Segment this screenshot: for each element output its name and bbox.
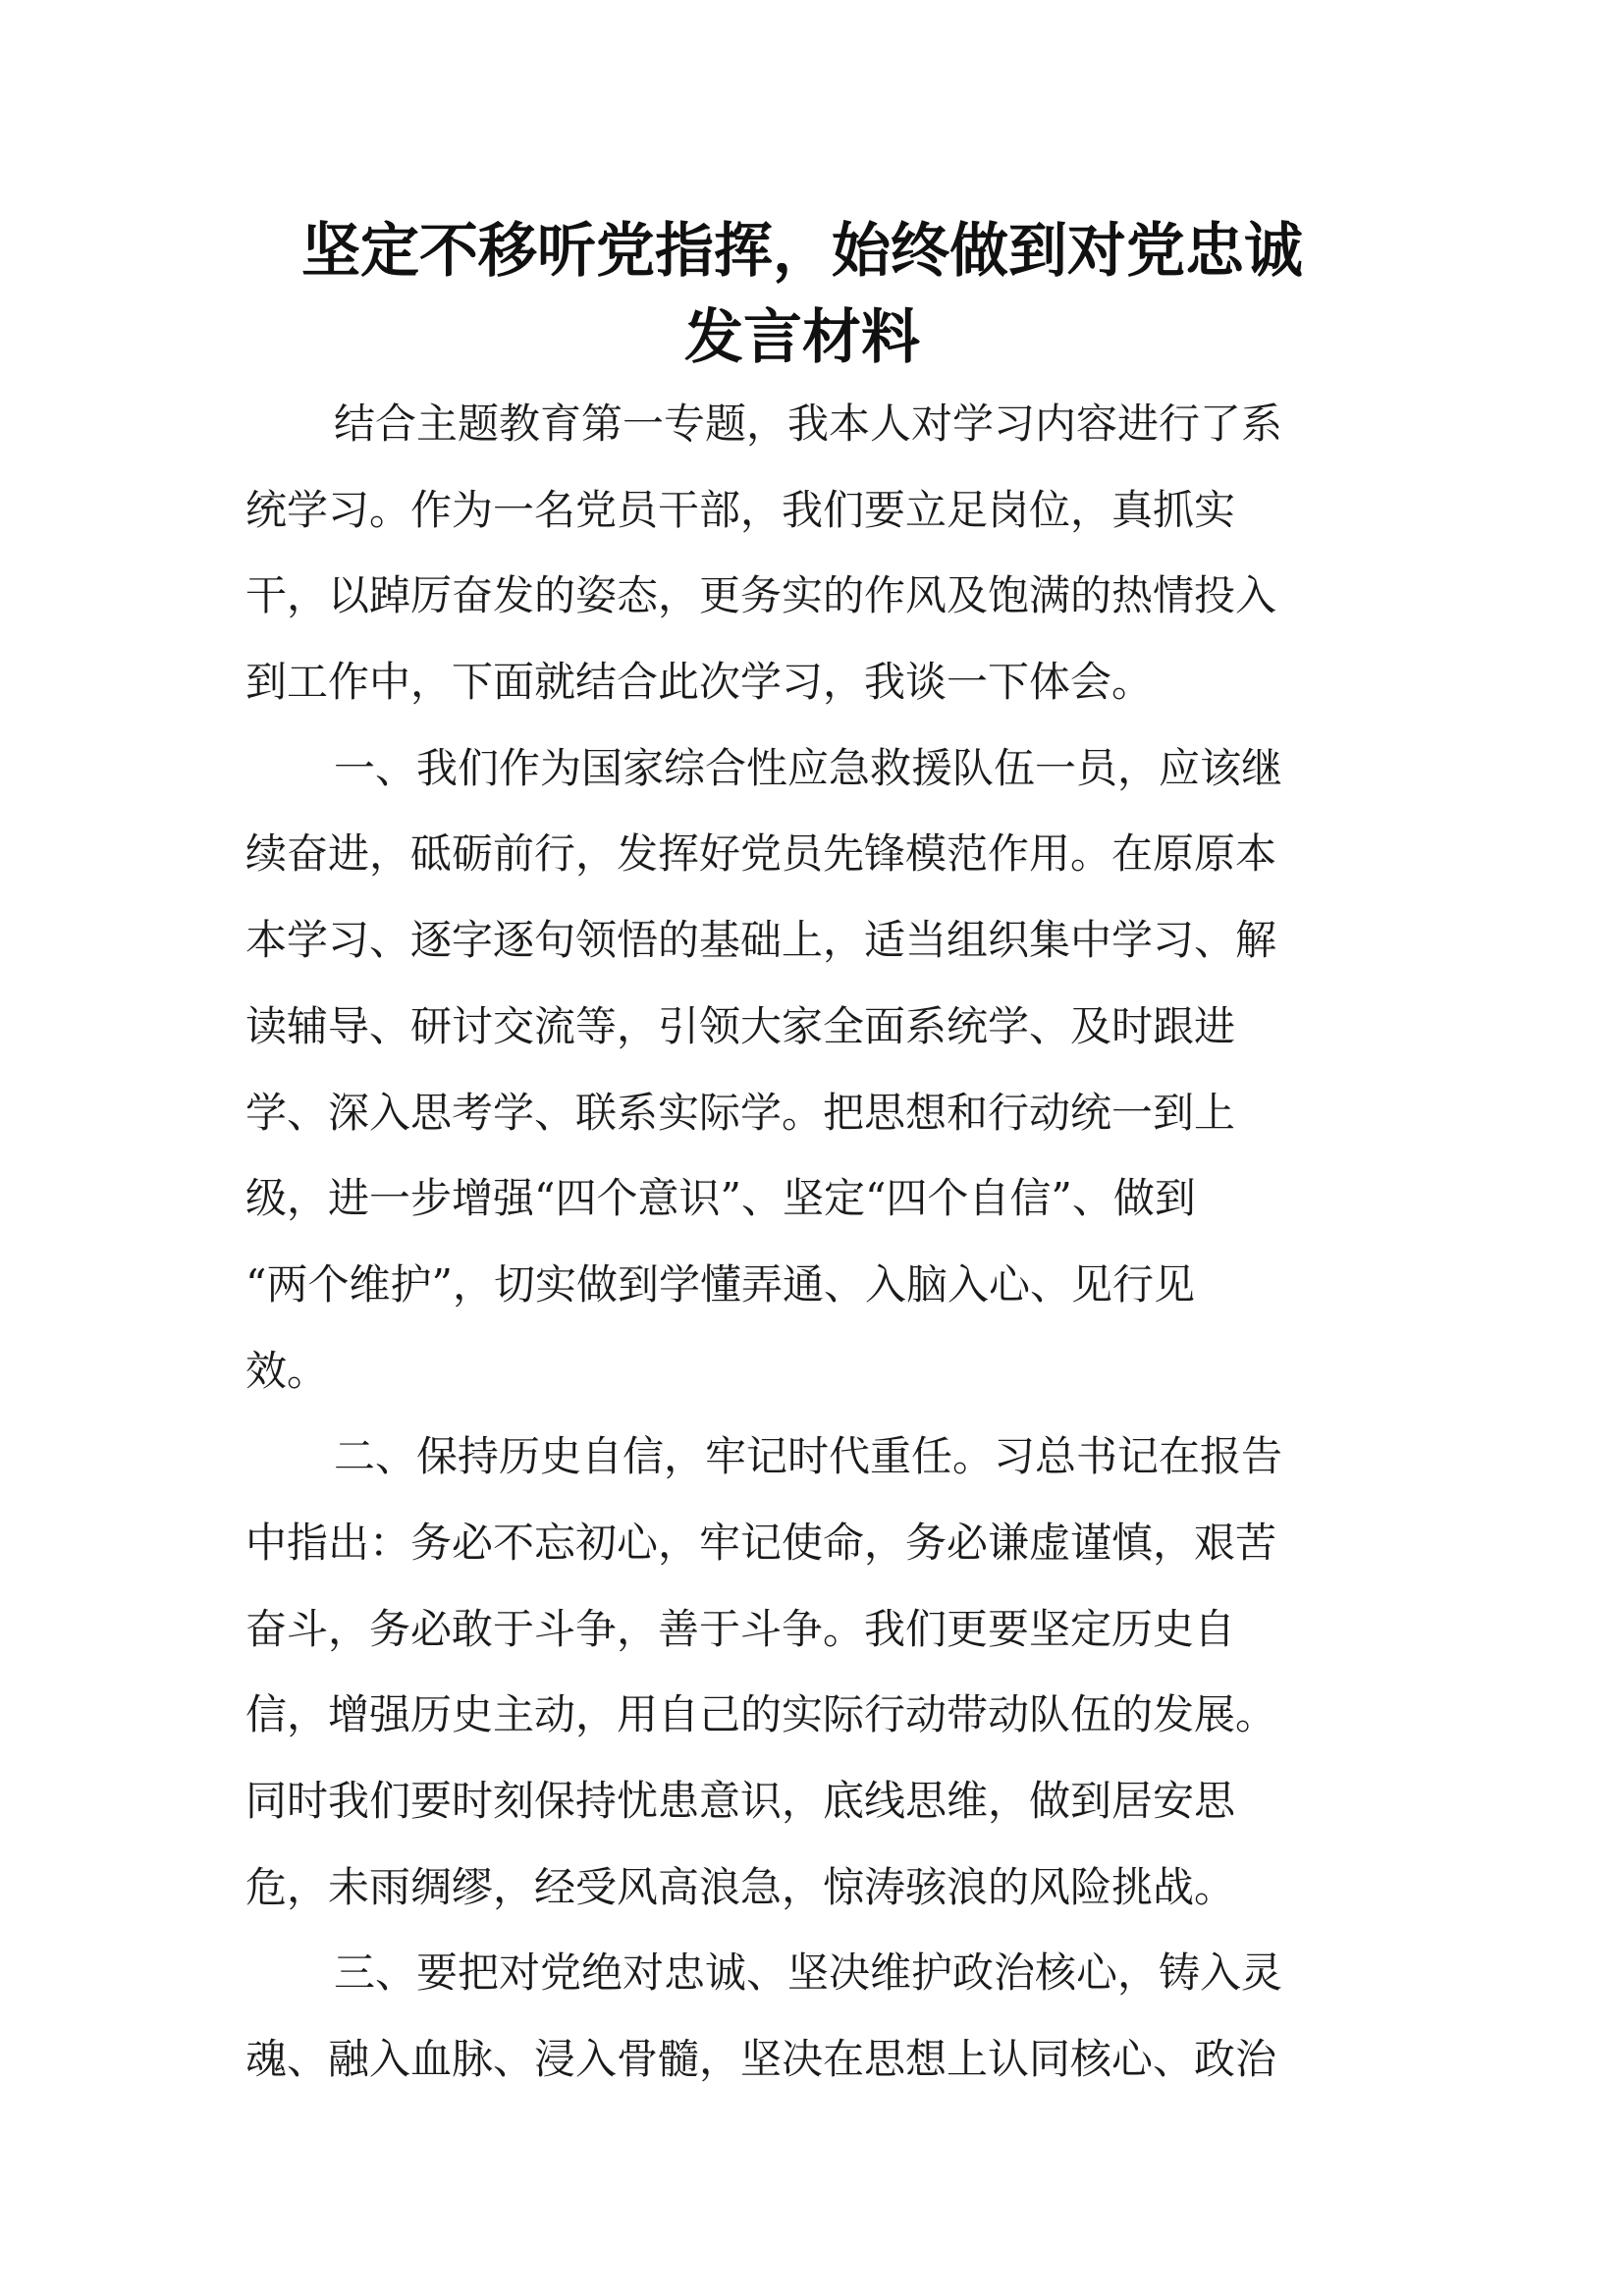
body-line: “两个维护”，切实做到学懂弄通、入脑入心、见行见 [245, 1259, 1195, 1308]
body-line: 魂、融入血脉、浸入骨髓，坚决在思想上认同核心、政治 [245, 2035, 1277, 2084]
body-line: 级，进一步增强“四个意识”、坚定“四个自信”、做到 [245, 1174, 1196, 1223]
body-line: 干，以踔厉奋发的姿态，更务实的作风及饱满的热情投入 [245, 571, 1277, 620]
body-line: 奋斗，务必敢于斗争，善于斗争。我们更要坚定历史自 [245, 1604, 1236, 1653]
document-body [245, 381, 1359, 2103]
title-line-1: 坚定不移听党指挥，始终做到对党忠诚 [301, 217, 1303, 286]
body-line: 信，增强历史主动，用自己的实际行动带动队伍的发展。 [245, 1690, 1277, 1739]
title-line-2: 发言材料 [684, 303, 920, 372]
body-line: 一、我们作为国家综合性应急救援队伍一员，应该继 [334, 743, 1283, 792]
body-line: 本学习、逐字逐句领悟的基础上，适当组织集中学习、解 [245, 916, 1277, 965]
document-title [245, 208, 1359, 381]
body-line: 读辅导、研讨交流等，引领大家全面系统学、及时跟进 [245, 1001, 1236, 1050]
body-line: 结合主题教育第一专题，我本人对学习内容进行了系 [334, 400, 1283, 448]
body-line: 到工作中，下面就结合此次学习，我谈一下体会。 [245, 658, 1154, 707]
body-line: 效。 [245, 1346, 329, 1395]
body-line: 二、保持历史自信，牢记时代重任。习总书记在报告 [334, 1432, 1283, 1481]
body-line: 学、深入思考学、联系实际学。把思想和行动统一到上 [245, 1088, 1236, 1137]
body-line: 统学习。作为一名党员干部，我们要立足岗位，真抓实 [245, 485, 1236, 534]
body-line: 中指出：务必不忘初心，牢记使命，务必谦虚谨慎，艰苦 [245, 1518, 1277, 1567]
body-line: 危，未雨绸缪，经受风高浪急，惊涛骇浪的风险挑战。 [245, 1862, 1236, 1911]
body-line: 三、要把对党绝对忠诚、坚决维护政治核心，铸入灵 [334, 1949, 1283, 1998]
body-line: 续奋进，砥砺前行，发挥好党员先锋模范作用。在原原本 [245, 829, 1277, 879]
body-line: 同时我们要时刻保持忧患意识，底线思维，做到居安思 [245, 1777, 1236, 1825]
